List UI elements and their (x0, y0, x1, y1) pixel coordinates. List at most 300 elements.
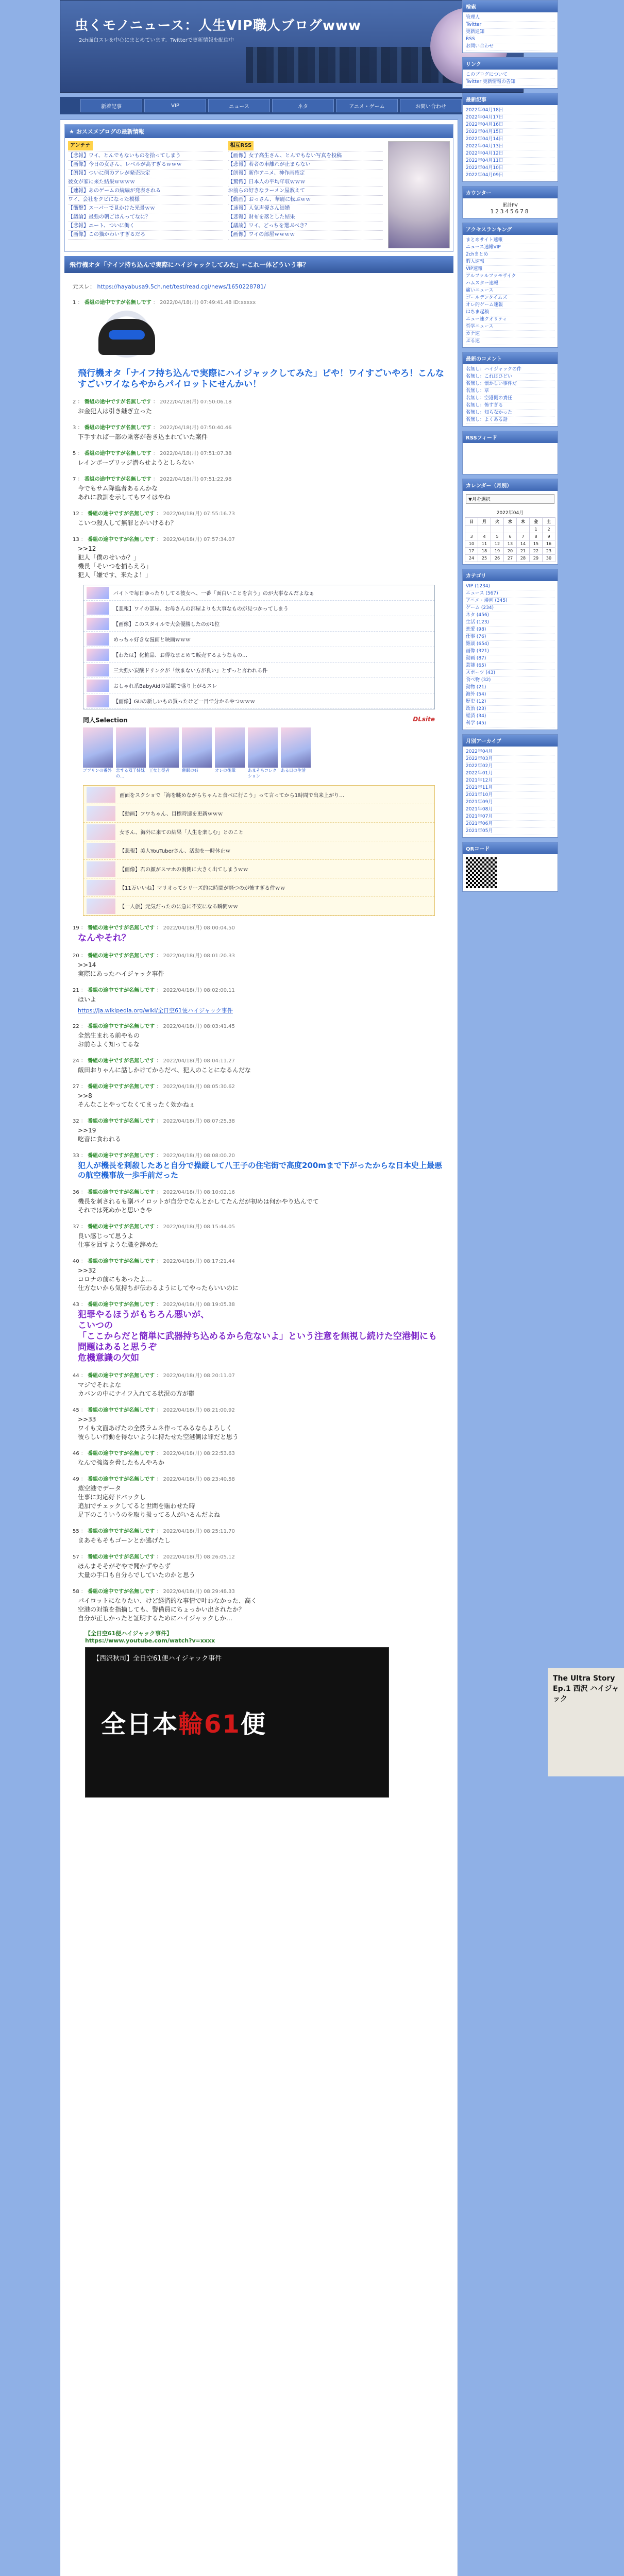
sidebar-link-links[interactable]: Twitter 更新情報の告知 (466, 79, 554, 86)
dojin-item[interactable] (248, 727, 278, 779)
antenna-character-image[interactable] (388, 141, 450, 248)
post-number[interactable]: 12 (73, 511, 79, 517)
antenna-heading: ★ おススメブログの最新情報 (65, 125, 453, 138)
sidebar-link-categories[interactable]: 歴史 (12) (466, 699, 554, 706)
ad-link-text[interactable]: 三大強い炭酸ドリンクが「飲まない方が良い」とずっと言われる件 (113, 668, 268, 674)
calendar-day[interactable]: 17 (465, 548, 478, 555)
sidebar-link-archives[interactable]: 2022年04月18日 (466, 107, 554, 114)
sidebar-heading: カテゴリ (463, 569, 558, 581)
sidebar-link-archives[interactable]: 2022年04月16日 (466, 122, 554, 129)
sidebar-link-categories[interactable]: ゲーム (234) (466, 605, 554, 612)
sidebar-link-monthly[interactable]: 2021年06月 (466, 821, 554, 828)
antenna-link[interactable]: 【画像】女子高生さん、とんでもない写真を投稿 (228, 152, 383, 161)
nav-item[interactable]: ネタ (272, 99, 334, 112)
post-header: 40 ： 番組の途中ですが名無しです ： 2022/04/18(月) 08:17:21.44 (73, 1259, 235, 1264)
sidebar-heading: QRコード (463, 842, 558, 854)
antenna-link[interactable]: 【悲報】ワイ、とんでもないものを拾ってしまう (68, 152, 223, 161)
post-body: >>33 ワイも文面あげたの全然ラムネ作ってみるならよろしく 彼らしい行動を得ないように持たせた空港側は罪だと思う (78, 1416, 239, 1440)
video-label[interactable]: 【全日空61便ハイジャック事件】 https://www.youtube.com/watch?v=xxxx (85, 1630, 215, 1644)
sidebar-links (462, 57, 558, 89)
sidebar-link-archives[interactable]: 2022年04月14日 (466, 136, 554, 143)
sidebar-heading: カウンター (463, 187, 558, 198)
news-link-text[interactable]: 【悲報】美人YouTuberさん、活動を一時休止ｗ (120, 849, 231, 854)
dojin-item[interactable] (281, 727, 311, 779)
post-number[interactable]: 13 (73, 537, 79, 543)
posts-section-2 (73, 923, 445, 1623)
sidebar-link-monthly[interactable]: 2021年11月 (466, 785, 554, 792)
antenna-link[interactable]: 【画像】ワイの部屋ｗｗｗｗ (228, 231, 383, 240)
sidebar-link-categories[interactable]: 政治 (23) (466, 706, 554, 713)
calendar-day[interactable]: 2 (543, 526, 555, 533)
news-thumbnail (87, 861, 115, 877)
news-link-text[interactable]: 【画像】君の顔がスマホの裏側に大きく出てしまうｗｗ (120, 867, 248, 873)
post-header: 44 ： 番組の途中ですが名無しです ： 2022/04/18(月) 08:20:11.07 (73, 1373, 235, 1379)
dojin-item-title[interactable]: 王女と従者 (149, 768, 170, 773)
antenna-link[interactable]: 【悲報】ニート、ついに働く (68, 222, 223, 231)
post-date: 2022/04/18(月) 08:04:11.27 (163, 1058, 235, 1064)
sidebar-link-monthly[interactable]: 2021年12月 (466, 777, 554, 785)
dojin-item[interactable] (182, 727, 212, 779)
post-author: 番組の途中ですが名無しです (84, 300, 151, 306)
post-body: お金犯人は引き継ぎ立った (78, 408, 153, 415)
post-author: 番組の途中ですが名無しです (88, 1373, 155, 1379)
ad-link-row[interactable] (83, 663, 434, 678)
ad-link-list (83, 585, 435, 709)
dojin-cover-image (215, 727, 245, 768)
calendar-day[interactable]: 6 (504, 533, 517, 540)
video-thumbnail-text-red: 輪61 (178, 1710, 241, 1739)
ad-link-row[interactable] (83, 693, 434, 709)
ad-link-row[interactable] (83, 601, 434, 616)
post-number[interactable]: 40 (73, 1259, 79, 1264)
calendar-day[interactable] (478, 526, 491, 533)
dojin-item-title[interactable]: 催眠の姉 (182, 768, 198, 773)
sidebar-link-access[interactable]: オレ的ゲーム速報 (466, 302, 554, 309)
antenna-link[interactable]: 【悲報】若者の車離れが止まらない (228, 161, 383, 170)
post-number[interactable]: 27 (73, 1084, 79, 1090)
calendar-day[interactable]: 29 (530, 555, 543, 562)
ad-link-text[interactable]: 【悲報】ワイの部屋、お母さんの部屋よりも大事なものが見つかってしまう (113, 606, 289, 612)
ad-thumbnail (87, 649, 109, 661)
ad-link-text[interactable]: 【画像】このスタイルで大会優勝したのが1位 (113, 622, 220, 628)
antenna-link[interactable]: 【朗報】ついに例のアレが発売決定 (68, 170, 223, 178)
sidebar-link-comments[interactable]: 名無し：ハイジャックの件 (466, 366, 554, 374)
calendar-day[interactable]: 12 (491, 540, 504, 548)
sidebar-link-monthly[interactable]: 2021年09月 (466, 799, 554, 806)
post-author: 番組の途中ですが名無しです (88, 1259, 155, 1264)
post-author: 番組の途中ですが名無しです (88, 1408, 155, 1413)
post-number[interactable]: 22 (73, 1024, 79, 1029)
nav-item[interactable]: VIP (144, 99, 206, 112)
qr-code-image (466, 857, 497, 888)
post-number[interactable]: 5 (73, 451, 76, 456)
sidebar-link-archives[interactable]: 2022年04月12日 (466, 150, 554, 158)
sidebar-heading: リンク (463, 58, 558, 70)
post-number[interactable]: 24 (73, 1058, 79, 1064)
dojin-cover-image (281, 727, 311, 768)
post-date: 2022/04/18(月) 07:51:07.38 (160, 451, 232, 456)
calendar-day[interactable]: 19 (491, 548, 504, 555)
news-link-text[interactable]: 【11万いいね】マリオってシリーズ的に時間が経つのが怖すぎる件ｗｗ (120, 886, 285, 891)
antenna-link[interactable]: ワイ、会社をクビになった模様 (68, 196, 223, 205)
calendar-day[interactable]: 8 (530, 533, 543, 540)
nav-item[interactable]: お問い合わせ (400, 99, 462, 112)
calendar-day[interactable]: 9 (543, 533, 555, 540)
source-link[interactable]: https://hayabusa9.5ch.net/test/read.cgi/news/1650228781/ (97, 283, 266, 290)
thumbnail-mask-art (98, 319, 155, 355)
dlsite-logo[interactable]: DLsite (413, 716, 435, 723)
sidebar-link-access[interactable]: VIP速報 (466, 266, 554, 273)
sidebar-link-profile[interactable]: 管理人 (466, 14, 554, 22)
post-number[interactable]: 44 (73, 1373, 79, 1379)
dojin-item[interactable] (215, 727, 245, 779)
ad-thumbnail (87, 680, 109, 692)
news-link-text[interactable]: 【一人旅】元気だったのに急に不安になる瞬間ｗｗ (120, 904, 238, 910)
antenna-link[interactable]: 【動画】おっさん、華麗に転ぶｗｗ (228, 196, 383, 205)
news-link-text[interactable]: 【動画】フワちゃん、目標時速を更新ｗｗｗ (120, 811, 223, 817)
post-date: 2022/04/18(月) 08:10:02.16 (163, 1190, 235, 1195)
sidebar-link-profile[interactable]: 更新通知 (466, 29, 554, 36)
post-number[interactable]: 7 (73, 477, 76, 482)
post-number[interactable]: 2 (73, 399, 76, 405)
counter-digits: 12345678 (490, 208, 530, 215)
sidebar-link-archives[interactable]: 2022年04月15日 (466, 129, 554, 136)
month-select[interactable]: ▼月を選択 (466, 494, 554, 504)
post-author: 番組の途中ですが名無しです (84, 425, 151, 431)
site-title[interactable]: 虫くモノニュース：人生VIP職人ブログwww (75, 18, 362, 33)
dojin-item[interactable] (83, 727, 113, 779)
post-header: 27 ： 番組の途中ですが名無しです ： 2022/04/18(月) 08:05:30.62 (73, 1084, 235, 1090)
calendar-day[interactable]: 15 (530, 540, 543, 548)
dojin-item-title[interactable]: ある日の生活 (281, 768, 306, 773)
sidebar-link-access[interactable]: 哲学ニュース (466, 324, 554, 331)
sidebar-link-profile[interactable]: お問い合わせ (466, 43, 554, 50)
sidebar-link-access[interactable]: 2chまとめ (466, 251, 554, 259)
sidebar-link-monthly[interactable]: 2021年08月 (466, 806, 554, 814)
post-number[interactable]: 55 (73, 1529, 79, 1534)
post-number[interactable]: 36 (73, 1190, 79, 1195)
post-date: 2022/04/18(月) 07:51:22.98 (160, 477, 232, 482)
post-date: 2022/04/18(月) 08:07:25.38 (163, 1118, 235, 1124)
post-author: 番組の途中ですが名無しです (88, 1058, 155, 1064)
video-thumbnail-text-tail: 便 (240, 1710, 266, 1739)
antenna-link[interactable]: 彼女が家に来た結果ｗｗｗｗ (68, 178, 223, 187)
news-link-text[interactable]: 女さん、海外に来ての結果「人生を楽しむ」とのこと (120, 830, 244, 836)
calendar-day[interactable]: 25 (478, 555, 491, 562)
dojin-cover-image (83, 727, 113, 768)
video-title: 【西沢秋司】全日空61便ハイジャック事件 (93, 1655, 222, 1663)
post-date: 2022/04/18(月) 07:57:34.07 (163, 537, 235, 543)
post-body: レインボーブリッジ潜らせようとしらない (78, 459, 194, 466)
sidebar-link-archives[interactable]: 2022年04月09日 (466, 172, 554, 179)
sidebar-link-access[interactable]: カナ速 (466, 331, 554, 338)
post-date: 2022/04/18(月) 07:50:06.18 (160, 399, 232, 405)
post-number[interactable]: 49 (73, 1477, 79, 1482)
post-author: 番組の途中ですが名無しです (84, 451, 151, 456)
sidebar-link-comments[interactable]: 名無し：草 (466, 388, 554, 395)
dojin-item[interactable] (116, 727, 146, 779)
sidebar-link-categories[interactable]: 生活 (123) (466, 619, 554, 626)
ad-link-text[interactable]: 【画像】GUの新しいもの買ったけど一目で分かるやつｗｗｗ (113, 699, 256, 705)
antenna-label: アンテナ (68, 141, 93, 150)
antenna-link[interactable]: 【速報】人気声優さん結婚 (228, 205, 383, 213)
source-line (73, 282, 445, 291)
post-header: 12 ： 番組の途中ですが名無しです ： 2022/04/18(月) 07:55:16.73 (73, 511, 235, 517)
post-date: 2022/04/18(月) 08:01:20.33 (163, 953, 235, 959)
news-link-row[interactable] (83, 804, 434, 823)
sidebar-link-monthly[interactable]: 2021年05月 (466, 828, 554, 835)
calendar-weekday: 金 (530, 518, 543, 526)
news-link-row[interactable] (83, 823, 434, 841)
sidebar-link-monthly[interactable]: 2021年10月 (466, 792, 554, 799)
sidebar-link-access[interactable]: ニュース速報VIP (466, 244, 554, 251)
post-number[interactable]: 43 (73, 1302, 79, 1308)
calendar-day[interactable]: 27 (504, 555, 517, 562)
sidebar-qr (462, 842, 558, 892)
calendar-day[interactable]: 21 (517, 548, 530, 555)
post-header: 22 ： 番組の途中ですが名無しです ： 2022/04/18(月) 08:03:41.45 (73, 1024, 235, 1029)
antenna-link[interactable]: 【議論】ワイ、どっちを選ぶべき？ (228, 222, 383, 231)
wikipedia-link[interactable]: https://ja.wikipedia.org/wiki/全日空61便ハイジャック事件 (78, 1007, 233, 1014)
sidebar-link-categories[interactable]: ニュース (567) (466, 590, 554, 598)
sidebar-link-comments[interactable]: 名無し：懐かしい事件だ (466, 381, 554, 388)
news-link-row[interactable] (83, 786, 434, 804)
sidebar-heading: カレンダー（月別） (463, 479, 558, 491)
sidebar-link-archives[interactable]: 2022年04月11日 (466, 158, 554, 165)
news-link-row[interactable] (83, 860, 434, 878)
calendar-day[interactable]: 28 (517, 555, 530, 562)
calendar-day[interactable]: 30 (543, 555, 555, 562)
sidebar-link-categories[interactable]: 恋愛 (98) (466, 626, 554, 634)
post-number[interactable]: 21 (73, 988, 79, 993)
news-thumbnail (87, 899, 115, 914)
sidebar-link-comments[interactable]: 名無し：よくある話 (466, 417, 554, 424)
sidebar-link-access[interactable]: はちま起稿 (466, 309, 554, 316)
sidebar-link-categories[interactable]: 経済 (34) (466, 713, 554, 720)
news-link-text[interactable]: 画面をスクショで「海を眺めながらちゃんと食べに行こう」って言ってから1時間で出来上がり… (120, 793, 345, 799)
calendar-day[interactable]: 1 (530, 526, 543, 533)
post-header: 37 ： 番組の途中ですが名無しです ： 2022/04/18(月) 08:15:44.05 (73, 1224, 235, 1230)
dojin-cover-image (248, 727, 278, 768)
calendar-day[interactable]: 3 (465, 533, 478, 540)
sidebar-heading: RSSフィード (463, 431, 558, 443)
sidebar-link-access[interactable]: ニュー速クオリティ (466, 316, 554, 324)
dojin-item-title[interactable]: あまそらコレクション (248, 768, 277, 778)
sidebar-link-comments[interactable]: 名無し：怖すぎる (466, 402, 554, 410)
calendar-day[interactable]: 16 (543, 540, 555, 548)
sidebar-link-access[interactable]: ぶる速 (466, 338, 554, 345)
calendar-day[interactable] (504, 526, 517, 533)
sidebar-link-categories[interactable]: 動画 (87) (466, 655, 554, 663)
news-link-row[interactable] (83, 878, 434, 897)
post-body: 機長を刺されるも副パイロットが自分でなんとかしてたんだが初めは何かやり込んでて それでは死ぬかと思いきや (78, 1198, 319, 1214)
post-author: 番組の途中ですが名無しです (88, 537, 155, 543)
sidebar-link-archives[interactable]: 2022年04月17日 (466, 114, 554, 122)
post-number[interactable]: 33 (73, 1153, 79, 1159)
ad-thumbnail (87, 695, 109, 707)
post-body: >>12 犯人「僕のせいか？」 機長「そいつを捕らえろ」 犯人「嫌です、来たよ！」 (78, 545, 153, 579)
article-title[interactable]: 飛行機オタ「ナイフ持ち込んで実際にハイジャックしてみた」←これ一体どういう事？ (64, 256, 453, 273)
post-number[interactable]: 58 (73, 1589, 79, 1595)
antenna-link[interactable]: 【速報】あのゲームの続編が発表される (68, 187, 223, 196)
sidebar-link-archives[interactable]: 2022年04月13日 (466, 143, 554, 150)
post-body: パイロットになりたい、けど経済的な事情で叶わなかった、高く 空港の対策を指摘しても、警備員にちょっかい出されたか？ 自分が正しかったと証明するためにハイジャックしか… (78, 1597, 257, 1622)
counter-label: 累計PV (502, 203, 518, 208)
ad-link-text[interactable]: おしゃれ系BabyAidの話題で盛り上がるスレ (113, 684, 217, 689)
antenna-link[interactable]: 【悲報】財布を落とした結果 (228, 213, 383, 222)
post-header: 13 ： 番組の途中ですが名無しです ： 2022/04/18(月) 07:57:34.07 (73, 537, 235, 543)
calendar-day[interactable]: 14 (517, 540, 530, 548)
post-date: 2022/04/18(月) 08:26:05.12 (163, 1554, 235, 1560)
sidebar-heading: アクセスランキング (463, 223, 558, 235)
sidebar-link-categories[interactable]: 食べ物 (32) (466, 677, 554, 684)
sidebar-link-categories[interactable]: 海外 (54) (466, 691, 554, 699)
calendar-day[interactable]: 10 (465, 540, 478, 548)
ad-link-text[interactable]: めっちゃ好きな漫画と映画ｗｗｗ (113, 637, 191, 643)
post-number[interactable]: 46 (73, 1451, 79, 1456)
sidebar-link-categories[interactable]: スポーツ (43) (466, 670, 554, 677)
dojin-item-title[interactable]: ゴブリンの番外 (83, 768, 112, 773)
sidebar-link-access[interactable]: 痛いニュース (466, 287, 554, 295)
sidebar-link-archives[interactable]: 2022年04月10日 (466, 165, 554, 172)
ad-link-row[interactable] (83, 616, 434, 632)
calendar-day[interactable]: 26 (491, 555, 504, 562)
sidebar-counter (462, 186, 558, 218)
sidebar-monthly (462, 734, 558, 838)
sidebar-link-monthly[interactable]: 2022年02月 (466, 763, 554, 770)
calendar-day[interactable]: 23 (543, 548, 555, 555)
sidebar-profile (462, 0, 558, 53)
sidebar-link-comments[interactable]: 名無し：これはひどい (466, 374, 554, 381)
post-body: なんやそれ？ (78, 933, 130, 943)
dojin-item-title[interactable]: オレの後輩 (215, 768, 235, 773)
post-body: 蒸空港でデータ 仕事に対応好ドバックし 追加でチェックしてると世間を賑わせた時 足下のこういうのを取り扱ってる人がいるんだよね (78, 1485, 221, 1518)
ad-link-text[interactable]: バイトで毎日ゆったりしてる彼女へ、一番「面白いことを言う」のが大事なんだよなぁ (113, 591, 314, 597)
post-header: 5 ： 番組の途中ですが名無しです ： 2022/04/18(月) 07:51:07.38 (73, 451, 232, 456)
sidebar-link-access[interactable]: ハムスター速報 (466, 280, 554, 287)
calendar-day[interactable]: 7 (517, 533, 530, 540)
sidebar-heading: 検索 (463, 1, 558, 12)
post-number[interactable]: 3 (73, 425, 76, 431)
news-thumbnail (87, 824, 115, 840)
post-date: 2022/04/18(月) 08:19:05.38 (163, 1302, 235, 1308)
ad-link-row[interactable] (83, 585, 434, 601)
post-number[interactable]: 57 (73, 1554, 79, 1560)
post-number[interactable]: 32 (73, 1118, 79, 1124)
calendar-day[interactable]: 22 (530, 548, 543, 555)
sidebar-link-access[interactable]: まとめサイト速報 (466, 237, 554, 244)
dojin-item-title[interactable]: 恋する双子姉妹の… (116, 768, 145, 778)
sidebar-link-comments[interactable]: 名無し：知らなかった (466, 410, 554, 417)
calendar-day[interactable]: 5 (491, 533, 504, 540)
calendar-day[interactable] (517, 526, 530, 533)
sidebar-categories (462, 569, 558, 730)
calendar-day[interactable]: 18 (478, 548, 491, 555)
post-number[interactable]: 20 (73, 953, 79, 959)
sidebar-link-profile[interactable]: RSS (466, 36, 554, 43)
post-author: 番組の途中ですが名無しです (88, 1084, 155, 1090)
ad-link-text[interactable]: 【わたは】化粧品、お得なまとめて販売するようなもの… (113, 653, 247, 658)
post-header: 58 ： 番組の途中ですが名無しです ： 2022/04/18(月) 08:29:48.33 (73, 1589, 235, 1595)
antenna-link[interactable]: 【画像】今日の女さん、レベルが高すぎるｗｗｗ (68, 161, 223, 170)
ad-link-row[interactable] (83, 632, 434, 647)
ad-thumbnail (87, 602, 109, 615)
post-header: 45 ： 番組の途中ですが名無しです ： 2022/04/18(月) 08:21:00.92 (73, 1408, 235, 1413)
post-body: 犯罪やるほうがもちろん悪いが、 こいつの 「ここからだと簡単に武器持ち込めるから危ないよ」という注意を無視し続けた空港側にも問題はあると思うぞ 危機意識の欠如 (78, 1310, 437, 1363)
sidebar-link-categories[interactable]: アニメ・漫画 (345) (466, 598, 554, 605)
sidebar-link-categories[interactable]: VIP (1234) (466, 583, 554, 590)
sidebar-link-comments[interactable]: 名無し：空港側の責任 (466, 395, 554, 402)
calendar-day[interactable]: 11 (478, 540, 491, 548)
sidebar-link-profile[interactable]: Twitter (466, 22, 554, 29)
post-author: 番組の途中ですが名無しです (88, 925, 155, 931)
post-date: 2022/04/18(月) 08:20:11.07 (163, 1373, 235, 1379)
antenna-link[interactable]: お前らの好きなラーメン屋教えて (228, 187, 383, 196)
nav-item[interactable]: 新着記事 (80, 99, 142, 112)
post-number[interactable]: 45 (73, 1408, 79, 1413)
ad-link-row[interactable] (83, 678, 434, 693)
post-date: 2022/04/18(月) 08:15:44.05 (163, 1224, 235, 1230)
post-header: 36 ： 番組の途中ですが名無しです ： 2022/04/18(月) 08:10:02.16 (73, 1190, 235, 1195)
youtube-player[interactable] (85, 1647, 619, 1798)
antenna-link[interactable]: 【驚愕】日本人の平均年収ｗｗｗ (228, 178, 383, 187)
antenna-link[interactable]: 【朗報】新作アニメ、神作画確定 (228, 170, 383, 178)
nav-item[interactable]: ニュース (208, 99, 270, 112)
antenna-link[interactable]: 【衝撃】スーパーで見かけた光景ｗｗ (68, 205, 223, 213)
sidebar-link-access[interactable]: ゴールデンタイムズ (466, 295, 554, 302)
calendar-day[interactable]: 4 (478, 533, 491, 540)
sidebar-link-access[interactable]: アルファルファモザイク (466, 273, 554, 280)
sidebar-link-monthly[interactable]: 2022年01月 (466, 770, 554, 777)
antenna-list-right (228, 141, 383, 248)
sidebar-link-monthly[interactable]: 2022年03月 (466, 756, 554, 763)
dojin-item[interactable] (149, 727, 179, 779)
antenna-link[interactable]: 【画像】この猫かわいすぎるだろ (68, 231, 223, 240)
news-link-row[interactable] (83, 897, 434, 916)
sidebar-link-categories[interactable]: 芸能 (65) (466, 663, 554, 670)
calendar-day[interactable]: 20 (504, 548, 517, 555)
post-number[interactable]: 19 (73, 925, 79, 931)
sidebar-link-access[interactable]: 暇人速報 (466, 259, 554, 266)
calendar-weekday: 火 (491, 518, 504, 526)
nav-item[interactable]: アニメ・ゲーム (336, 99, 398, 112)
sidebar-link-monthly[interactable]: 2022年04月 (466, 749, 554, 756)
news-thumbnail (87, 806, 115, 821)
post-header: 19 ： 番組の途中ですが名無しです ： 2022/04/18(月) 08:00:04.50 (73, 925, 235, 931)
news-link-row[interactable] (83, 841, 434, 860)
calendar-weekday: 土 (543, 518, 555, 526)
antenna-list-left (68, 141, 223, 248)
sidebar-link-categories[interactable]: 仕事 (76) (466, 634, 554, 641)
sidebar-link-categories[interactable]: 画像 (321) (466, 648, 554, 655)
sidebar-link-links[interactable]: このブログについて (466, 72, 554, 79)
sidebar-link-categories[interactable]: 雑談 (654) (466, 641, 554, 648)
sidebar-link-monthly[interactable]: 2021年07月 (466, 814, 554, 821)
ad-link-row[interactable] (83, 647, 434, 663)
sidebar-link-categories[interactable]: 科学 (45) (466, 720, 554, 727)
antenna-link[interactable]: 【議論】最強の朝ごはんってなに？ (68, 213, 223, 222)
sidebar-link-categories[interactable]: ネタ (456) (466, 612, 554, 619)
post-body: 全然生まれる前やもの お前らよく知ってるな (78, 1032, 140, 1048)
calendar-day[interactable]: 24 (465, 555, 478, 562)
calendar-day[interactable] (491, 526, 504, 533)
calendar-day[interactable] (465, 526, 478, 533)
sidebar-link-categories[interactable]: 動物 (21) (466, 684, 554, 691)
calendar-day[interactable]: 13 (504, 540, 517, 548)
post-header: 2 ： 番組の途中ですが名無しです ： 2022/04/18(月) 07:50:06.18 (73, 399, 232, 405)
post-number[interactable]: 37 (73, 1224, 79, 1230)
post-number[interactable]: 1 (73, 300, 76, 306)
